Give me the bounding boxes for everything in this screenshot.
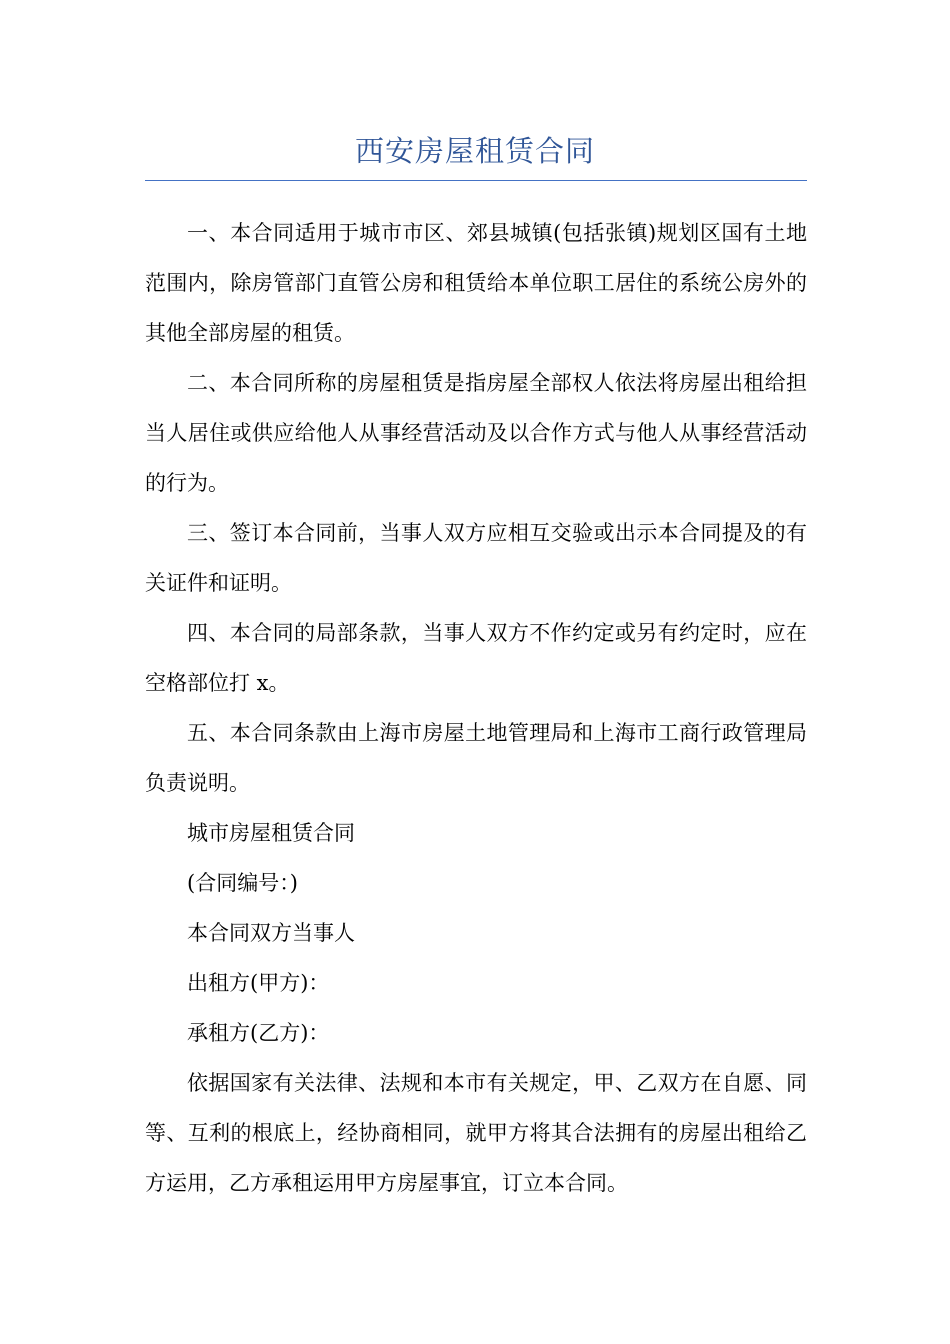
paragraph-clause-1: 一、本合同适用于城市市区、郊县城镇(包括张镇)规划区国有土地范围内，除房管部门直管公房和租赁给本单位职工居住的系统公房外的其他全部房屋的租赁。: [145, 221, 807, 345]
document-body: [145, 208, 807, 1208]
parties-heading: 本合同双方当事人: [187, 921, 355, 945]
contract-heading: 城市房屋租赁合同: [187, 821, 355, 845]
paragraph-clause-5: 五、本合同条款由上海市房屋土地管理局和上海市工商行政管理局负责说明。: [145, 721, 807, 795]
lessee-line: 承租方(乙方)：: [187, 1021, 330, 1045]
paragraph-clause-4: 四、本合同的局部条款，当事人双方不作约定或另有约定时，应在空格部位打 x。: [145, 621, 807, 695]
document-title: 西安房屋租赁合同: [354, 134, 595, 168]
lessor-line: 出租方(甲方)：: [187, 971, 330, 995]
title-underline: [145, 180, 807, 181]
paragraph-clause-3: 三、签订本合同前，当事人双方应相互交验或出示本合同提及的有关证件和证明。: [145, 521, 807, 595]
paragraph-clause-2: 二、本合同所称的房屋租赁是指房屋全部权人依法将房屋出租给担当人居住或供应给他人从事经营活动及以合作方式与他人从事经营活动的行为。: [145, 371, 807, 495]
contract-number: (合同编号：): [187, 871, 298, 895]
paragraph-preamble: 依据国家有关法律、法规和本市有关规定，甲、乙双方在自愿、同等、互利的根底上，经协商相同，就甲方将其合法拥有的房屋出租给乙方运用，乙方承租运用甲方房屋事宜，订立本合同。: [145, 1071, 807, 1195]
